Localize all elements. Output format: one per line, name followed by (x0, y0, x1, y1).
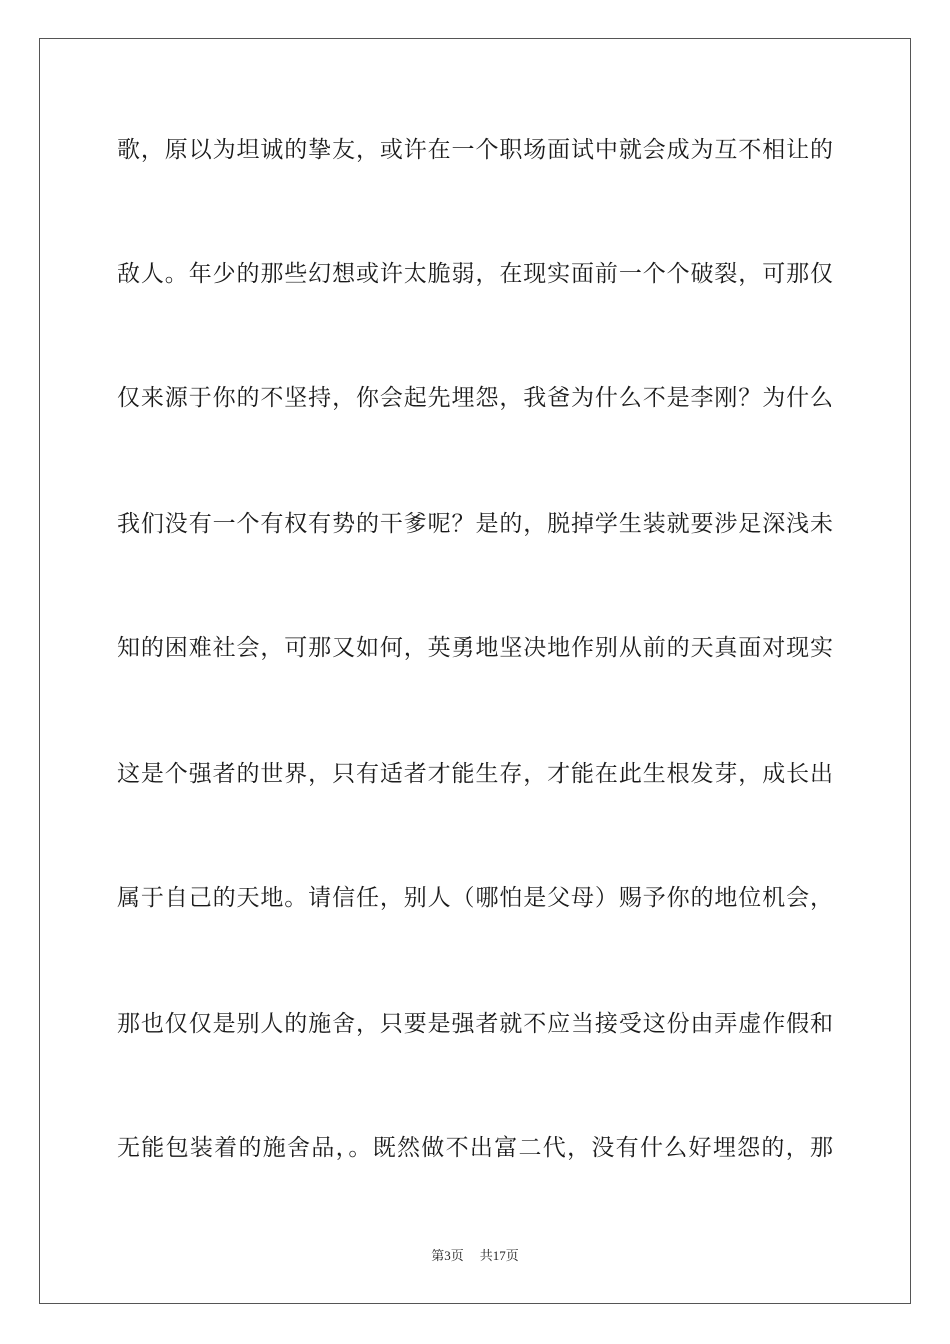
text-line: 仅来源于你的不坚持，你会起先埋怨，我爸为什么不是李刚？为什么 (117, 385, 833, 411)
text-line: 敌人。年少的那些幻想或许太脆弱，在现实面前一个个破裂，可那仅 (117, 261, 833, 287)
page-number: 第3页 (431, 1248, 464, 1263)
text-line: 那也仅仅是别人的施舍，只要是强者就不应当接受这份由弄虚作假和 (117, 1011, 833, 1037)
text-line: 这是个强者的世界，只有适者才能生存，才能在此生根发芽，成长出 (117, 761, 833, 787)
text-line: 歌，原以为坦诚的挚友，或许在一个职场面试中就会成为互不相让的 (117, 137, 833, 163)
page-footer (0, 1247, 950, 1265)
text-line: 我们没有一个有权有势的干爹呢？是的，脱掉学生装就要涉足深浅未 (117, 511, 833, 537)
page-border (39, 38, 911, 1304)
total-pages: 共17页 (479, 1248, 519, 1263)
text-line: 无能包装着的施舍品，。既然做不出富二代，没有什么好埋怨的，那 (117, 1135, 833, 1161)
text-line: 属于自己的天地。请信任，别人（哪怕是父母）赐予你的地位机会， (117, 885, 833, 911)
text-line: 知的困难社会，可那又如何，英勇地坚决地作别从前的天真面对现实 (117, 635, 833, 661)
